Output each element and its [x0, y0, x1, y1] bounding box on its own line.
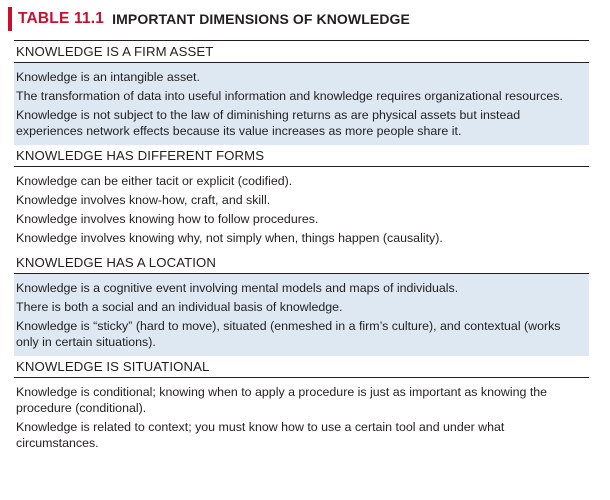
list-item: Knowledge can be either tacit or explicit (codified).: [16, 174, 293, 188]
list-item: There is both a social and an individual basis of knowledge.: [16, 300, 343, 314]
list-item: Knowledge is a cognitive event involving mental models and maps of individuals.: [16, 281, 459, 295]
section-situational: [14, 356, 589, 457]
accent-bar: [8, 7, 12, 31]
section-items: [14, 63, 589, 145]
section-firm-asset: [14, 40, 589, 145]
section-different-forms: [14, 145, 589, 252]
list-item: Knowledge involves know-how, craft, and skill.: [16, 193, 271, 207]
section-header: KNOWLEDGE HAS A LOCATION: [14, 252, 589, 274]
section-header: KNOWLEDGE IS A FIRM ASSET: [14, 40, 589, 63]
list-item: Knowledge is “sticky” (hard to move), situated (enmeshed in a firm’s culture), and contextual (works only in certain situations).: [16, 319, 561, 349]
table-label: TABLE 11.1: [18, 10, 105, 27]
section-header: KNOWLEDGE HAS DIFFERENT FORMS: [14, 145, 589, 167]
section-location: [14, 252, 589, 356]
table-title-row: [8, 6, 604, 32]
list-item: Knowledge is an intangible asset.: [16, 70, 200, 84]
table-body: [14, 40, 589, 457]
table-title: IMPORTANT DIMENSIONS OF KNOWLEDGE: [112, 11, 410, 27]
section-items: [14, 167, 589, 252]
section-items: [14, 274, 589, 356]
list-item: The transformation of data into useful information and knowledge requires organizational resources.: [16, 89, 563, 103]
list-item: Knowledge is not subject to the law of diminishing returns as are physical assets but instead experiences network effects because its value increases as more people share it.: [16, 108, 521, 138]
list-item: Knowledge involves knowing how to follow procedures.: [16, 212, 319, 226]
section-items: [14, 378, 589, 457]
list-item: Knowledge is related to context; you must know how to use a certain tool and under what circumstances.: [16, 420, 505, 450]
section-header: KNOWLEDGE IS SITUATIONAL: [14, 356, 589, 378]
list-item: Knowledge involves knowing why, not simply when, things happen (causality).: [16, 231, 443, 245]
list-item: Knowledge is conditional; knowing when to apply a procedure is just as important as knowing the procedure (conditional).: [16, 385, 548, 415]
